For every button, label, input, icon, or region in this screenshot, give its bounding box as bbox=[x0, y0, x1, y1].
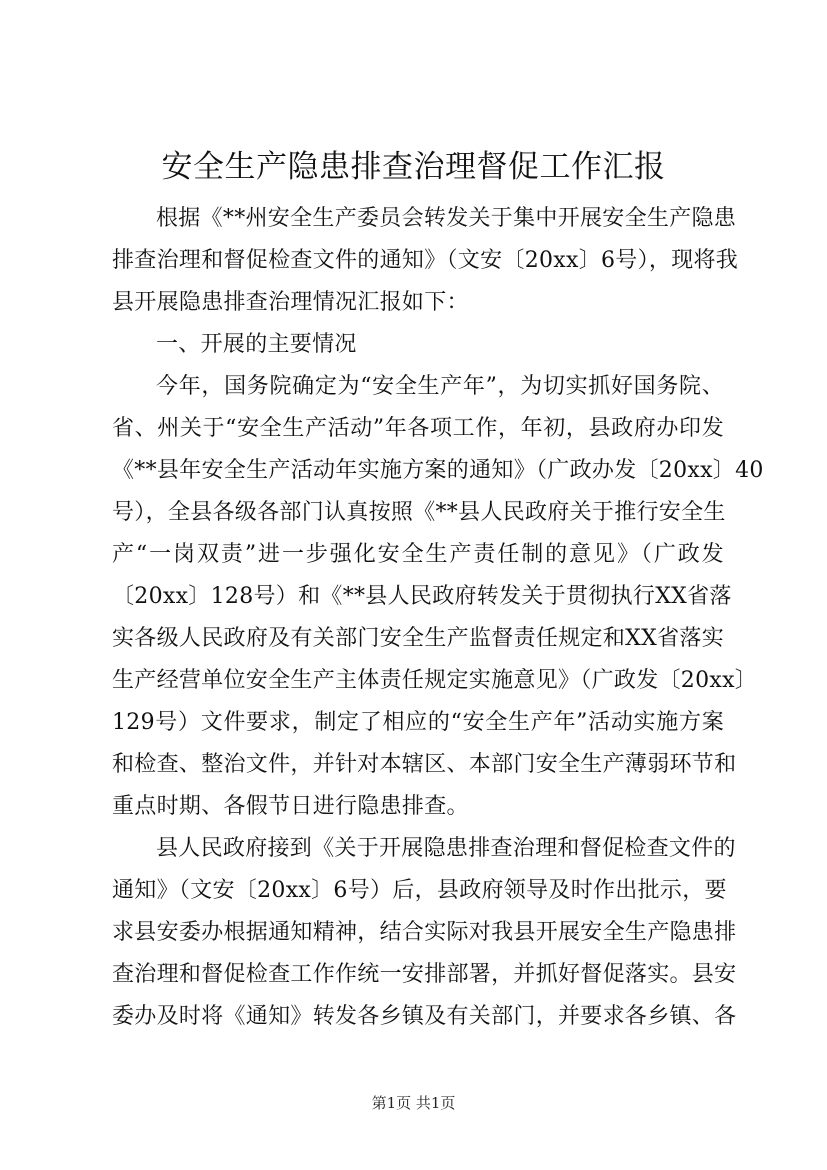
body-line: 〔20xx〕128号）和《**县人民政府转发关于贯彻执行XX省落 bbox=[112, 584, 732, 609]
body-line: 实各级人民政府及有关部门安全生产监督责任规定和XX省落实 bbox=[112, 626, 724, 651]
body-line: 委办及时将《通知》转发各乡镇及有关部门，并要求各乡镇、各 bbox=[112, 1004, 737, 1029]
body-line: 查治理和督促检查工作作统一安排部署，并抓好督促落实。县安 bbox=[112, 962, 737, 987]
body-line: 今年，国务院确定为“安全生产年”，为切实抓好国务院、 bbox=[156, 374, 724, 399]
body-line: 排查治理和督促检查文件的通知》（文安〔20xx〕6号），现将我 bbox=[112, 248, 739, 273]
body-line: 县开展隐患排查治理情况汇报如下： bbox=[112, 290, 469, 315]
body-line: 县人民政府接到《关于开展隐患排查治理和督促检查文件的 bbox=[156, 836, 736, 861]
body-line: 生产经营单位安全生产主体责任规定实施意见》（广政发〔20xx〕 bbox=[112, 668, 758, 693]
body-line: 号），全县各级各部门认真按照《**县人民政府关于推行安全生 bbox=[112, 500, 726, 525]
body-line: 《**县年安全生产活动年实施方案的通知》（广政办发〔20xx〕40 bbox=[112, 458, 764, 483]
body-line: 129号）文件要求，制定了相应的“安全生产年”活动实施方案 bbox=[112, 710, 724, 735]
document-title: 安全生产隐患排查治理督促工作汇报 bbox=[161, 149, 666, 185]
body-line: 重点时期、各假节日进行隐患排查。 bbox=[112, 794, 469, 819]
body-line: 产“一岗双责”进一步强化安全生产责任制的意见》（广政发 bbox=[112, 542, 724, 567]
body-line: 求县安委办根据通知精神，结合实际对我县开展安全生产隐患排 bbox=[112, 920, 737, 945]
page-footer: 第1页 共1页 bbox=[371, 1094, 456, 1112]
body-line: 省、州关于“安全生产活动”年各项工作，年初，县政府办印发 bbox=[112, 416, 724, 441]
body-line: 根据《**州安全生产委员会转发关于集中开展安全生产隐患 bbox=[156, 206, 737, 231]
body-line: 一、开展的主要情况 bbox=[156, 332, 357, 357]
document-body bbox=[112, 198, 764, 1038]
body-line: 和检查、整治文件，并针对本辖区、本部门安全生产薄弱环节和 bbox=[112, 752, 737, 777]
body-line: 通知》（文安〔20xx〕6号）后，县政府领导及时作出批示，要 bbox=[112, 878, 727, 903]
